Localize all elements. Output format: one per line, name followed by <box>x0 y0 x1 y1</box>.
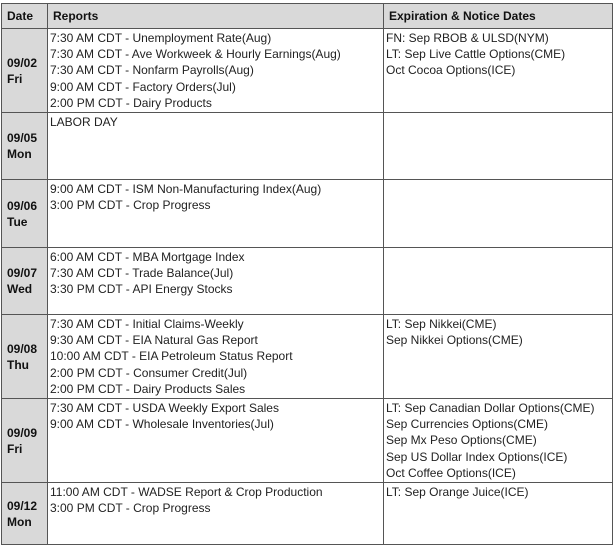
expirations-cell <box>384 180 613 248</box>
report-item: 9:30 AM CDT - EIA Natural Gas Report <box>50 333 258 348</box>
table-row <box>2 483 613 545</box>
report-item: 3:00 PM CDT - Crop Progress <box>50 501 211 516</box>
report-item: 3:00 PM CDT - Crop Progress <box>50 198 211 213</box>
expiration-item: Sep Nikkei Options(CME) <box>386 333 523 348</box>
day-text: Fri <box>7 441 23 456</box>
expirations-cell <box>384 315 613 399</box>
report-item: 2:00 PM CDT - Consumer Credit(Jul) <box>50 365 248 380</box>
report-item: 9:00 AM CDT - Factory Orders(Jul) <box>50 79 236 94</box>
date-text: 09/06 <box>7 198 38 213</box>
date-cell <box>2 29 48 113</box>
expirations-cell <box>384 483 613 545</box>
report-item: 10:00 AM CDT - EIA Petroleum Status Report <box>50 349 293 364</box>
date-header: Date <box>2 4 48 29</box>
expiration-item: LT: Sep Canadian Dollar Options(CME) <box>386 401 595 415</box>
reports-header: Reports <box>48 4 384 29</box>
report-item: 9:00 AM CDT - ISM Non-Manufacturing Index(Aug) <box>50 182 322 196</box>
date-text: 09/05 <box>7 131 38 145</box>
report-item: 6:00 AM CDT - MBA Mortgage Index <box>50 250 245 264</box>
date-cell <box>2 180 48 248</box>
date-cell <box>2 483 48 545</box>
date-cell <box>2 248 48 315</box>
report-item: LABOR DAY <box>50 115 118 129</box>
day-text: Wed <box>7 282 33 296</box>
reports-cell <box>48 483 384 545</box>
date-cell <box>2 315 48 399</box>
table-row <box>2 29 613 113</box>
report-item: 3:30 PM CDT - API Energy Stocks <box>50 282 233 297</box>
day-text: Tue <box>7 214 28 229</box>
date-text: 09/07 <box>7 266 38 280</box>
table-row <box>2 180 613 248</box>
expiration-item: Sep US Dollar Index Options(ICE) <box>386 449 568 464</box>
expiration-item: FN: Sep RBOB & ULSD(NYM) <box>386 31 549 45</box>
expirations-cell <box>384 29 613 113</box>
date-text: 09/12 <box>7 498 38 513</box>
report-item: 2:00 PM CDT - Dairy Products Sales <box>50 381 246 396</box>
expiration-item: LT: Sep Nikkei(CME) <box>386 317 497 331</box>
table-row <box>2 399 613 483</box>
reports-cell <box>48 113 384 180</box>
header-row <box>2 4 613 29</box>
report-item: 7:30 AM CDT - Nonfarm Payrolls(Aug) <box>50 63 254 78</box>
day-text: Mon <box>7 147 32 161</box>
expirations-cell <box>384 248 613 315</box>
report-item: 11:00 AM CDT - WADSE Report & Crop Production <box>50 485 323 499</box>
date-cell <box>2 399 48 483</box>
report-item: 2:00 PM CDT - Dairy Products <box>50 95 212 110</box>
expiration-item: Sep Currencies Options(CME) <box>386 417 549 432</box>
day-text: Mon <box>7 514 32 529</box>
report-item: 7:30 AM CDT - Ave Workweek & Hourly Earnings(Aug) <box>50 47 341 62</box>
date-text: 09/02 <box>7 55 38 70</box>
expirations-cell <box>384 113 613 180</box>
expiration-item: Sep Mx Peso Options(CME) <box>386 433 537 448</box>
expiration-item: LT: Sep Live Cattle Options(CME) <box>386 47 566 62</box>
table-row <box>2 248 613 315</box>
report-item: 7:30 AM CDT - Trade Balance(Jul) <box>50 266 234 281</box>
expirations-cell <box>384 399 613 483</box>
calendar-table <box>1 3 613 545</box>
date-text: 09/08 <box>7 341 38 356</box>
expiration-item: Oct Coffee Options(ICE) <box>386 465 516 480</box>
table-row <box>2 315 613 399</box>
report-item: 9:00 AM CDT - Wholesale Inventories(Jul) <box>50 417 274 432</box>
report-item: 7:30 AM CDT - Initial Claims-Weekly <box>50 317 244 331</box>
reports-cell <box>48 315 384 399</box>
table-row <box>2 113 613 180</box>
day-text: Thu <box>7 357 29 372</box>
expiration-item: LT: Sep Orange Juice(ICE) <box>386 485 529 499</box>
report-item: 7:30 AM CDT - Unemployment Rate(Aug) <box>50 31 272 45</box>
date-text: 09/09 <box>7 425 38 440</box>
day-text: Fri <box>7 71 23 86</box>
expirations-header: Expiration & Notice Dates <box>384 4 613 29</box>
reports-cell <box>48 29 384 113</box>
reports-cell <box>48 180 384 248</box>
expiration-item: Oct Cocoa Options(ICE) <box>386 63 516 78</box>
reports-cell <box>48 248 384 315</box>
date-cell <box>2 113 48 180</box>
report-item: 7:30 AM CDT - USDA Weekly Export Sales <box>50 401 279 415</box>
reports-cell <box>48 399 384 483</box>
